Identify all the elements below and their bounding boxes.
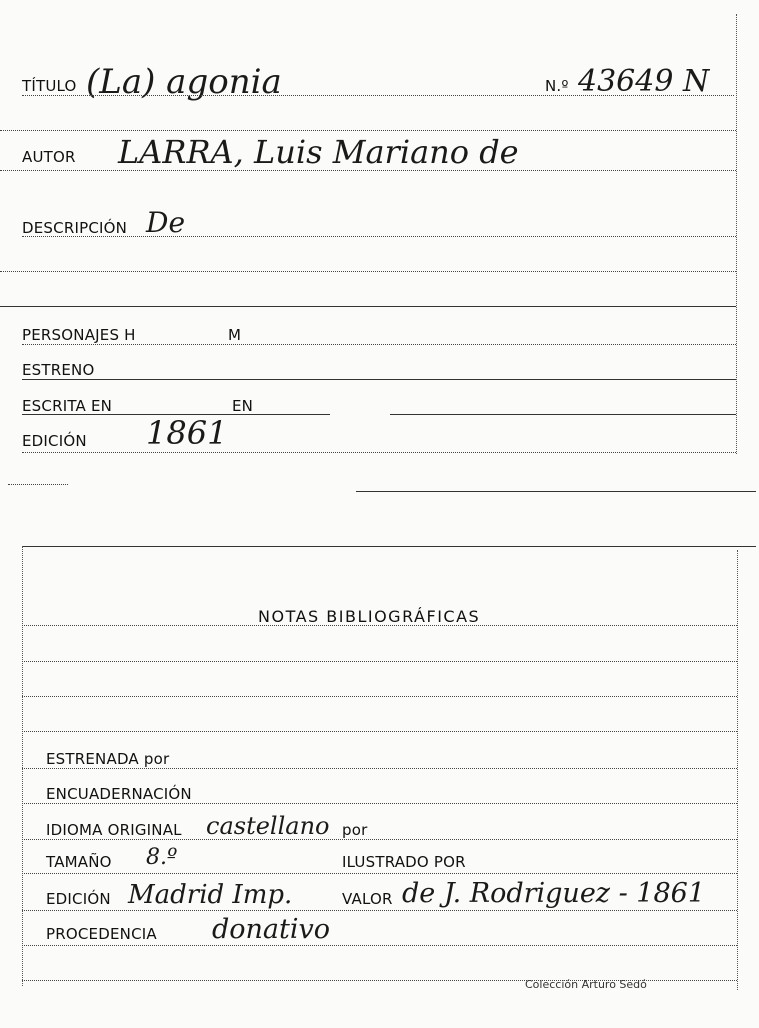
notas-line-2 (22, 661, 737, 662)
encuadernacion-label: ENCUADERNACIÓN (46, 785, 192, 803)
idioma-por-label: por (342, 821, 368, 839)
autor-label: AUTOR (22, 148, 76, 166)
top-card-bottom-edge-right (356, 491, 756, 492)
estrenada-line (22, 768, 737, 769)
top-card-bottom-edge-left (8, 484, 68, 485)
titulo-label: TÍTULO (22, 77, 77, 95)
personajes-label: PERSONAJES H (22, 326, 136, 344)
divider-1 (0, 130, 736, 131)
descripcion-line-2 (0, 271, 736, 272)
estreno-line (22, 379, 736, 380)
descripcion-line-1 (22, 236, 736, 237)
edicion-value: 1861 (146, 414, 228, 452)
ilustrado-label: ILUSTRADO POR (342, 853, 466, 871)
titulo-line (22, 95, 734, 96)
edicion-line (22, 452, 736, 453)
escrita-en-label: EN (232, 397, 254, 415)
autor-line (0, 170, 736, 171)
estrenada-label: ESTRENADA por (46, 750, 170, 768)
valor-label: VALOR (342, 890, 393, 908)
idioma-line (22, 839, 737, 840)
escrita-label: ESCRITA EN (22, 397, 113, 415)
personajes-m-label: M (228, 326, 242, 344)
notas-line-4 (22, 731, 737, 732)
numero-value: 43649 N (578, 64, 710, 99)
tamano-line (22, 873, 737, 874)
procedencia-label: PROCEDENCIA (46, 925, 157, 943)
personajes-line (22, 344, 736, 345)
collection-credit: Colección Arturo Sedó (525, 978, 647, 991)
descripcion-value: De (146, 206, 186, 239)
encuadernacion-line (22, 803, 737, 804)
edicion2-line (22, 910, 737, 911)
escrita-line-right (390, 414, 736, 415)
tamano-label: TAMAÑO (46, 853, 112, 871)
notas-line-3 (22, 696, 737, 697)
notas-line-1 (22, 625, 737, 626)
descripcion-label: DESCRIPCIÓN (22, 219, 128, 237)
procedencia-line-1 (22, 945, 737, 946)
bottom-card-top-edge (22, 546, 756, 547)
estreno-label: ESTRENO (22, 361, 95, 379)
tamano-value: 8.º (146, 845, 178, 870)
procedencia-value: donativo (212, 914, 331, 945)
numero-label: N.º (545, 77, 569, 95)
edicion2-value-left: Madrid Imp. (128, 880, 293, 910)
edicion-label: EDICIÓN (22, 432, 87, 450)
edicion2-label: EDICIÓN (46, 890, 111, 908)
idioma-value: castellano (206, 812, 330, 840)
titulo-value: (La) agonia (86, 62, 282, 102)
bottom-card-left-border (22, 546, 23, 986)
bottom-card-right-border (737, 550, 738, 990)
descripcion-line-3 (0, 306, 736, 307)
idioma-label: IDIOMA ORIGINAL (46, 821, 182, 839)
edicion2-value-right: de J. Rodriguez - 1861 (402, 878, 706, 909)
autor-value: LARRA, Luis Mariano de (118, 133, 519, 171)
notas-heading: NOTAS BIBLIOGRÁFICAS (258, 607, 481, 626)
top-card-right-border (736, 14, 737, 454)
